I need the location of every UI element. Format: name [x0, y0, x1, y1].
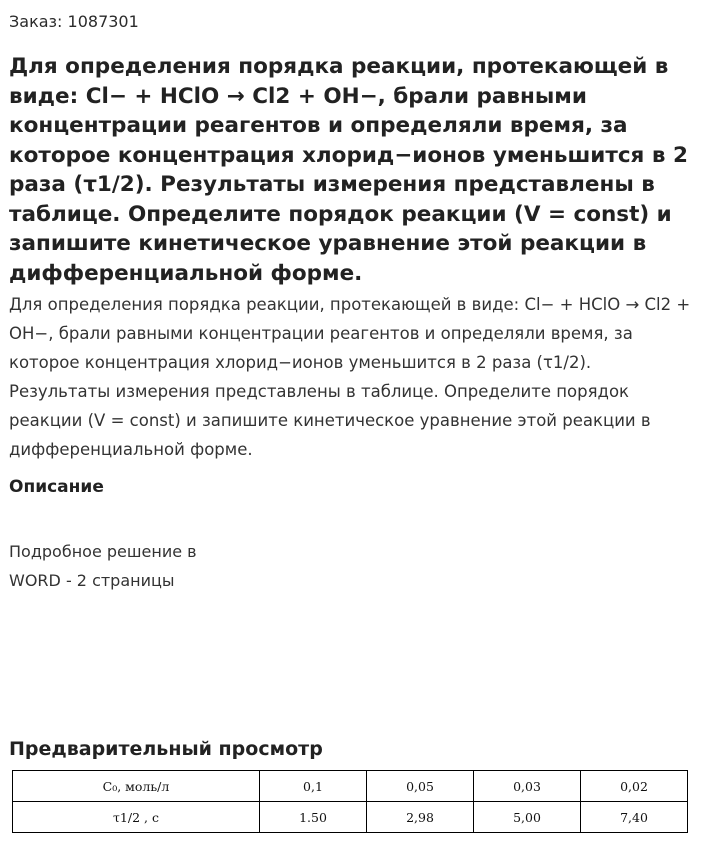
- table-cell: 1.50: [260, 802, 367, 833]
- order-value: 1087301: [67, 12, 139, 31]
- table-row: [13, 771, 688, 802]
- table-cell: 5,00: [474, 802, 581, 833]
- order-label: Заказ:: [9, 12, 63, 31]
- preview-table: [12, 770, 688, 833]
- table-cell: 0,05: [367, 771, 474, 802]
- table-cell: 7,40: [581, 802, 688, 833]
- table-cell: 0,02: [581, 771, 688, 802]
- task-title: Для определения порядка реакции, протекающей в виде: Cl− + HClO → Cl2 + OH−, брали равными концентрации реагентов и определяли время, за которое концентрация хлорид−ионов уменьшится в 2 раза (τ1/2). Результаты измерения представлены в таблице. Определите порядок реакции (V = const) и запишите кинетическое уравнение этой реакции в дифференциальной форме.: [9, 54, 688, 286]
- description-body: [9, 537, 269, 595]
- table-cell: 2,98: [367, 802, 474, 833]
- description-line-1: Подробное решение в: [9, 542, 197, 561]
- table-row: [13, 802, 688, 833]
- table-cell-label: C₀, моль/л: [13, 771, 260, 802]
- order-number: [9, 11, 139, 33]
- table-cell: 0,03: [474, 771, 581, 802]
- table-cell-label: τ1/2 , с: [13, 802, 260, 833]
- preview-heading: Предварительный просмотр: [9, 738, 323, 760]
- table-cell: 0,1: [260, 771, 367, 802]
- task-description: Для определения порядка реакции, протекающей в виде: Cl− + HClO → Cl2 + OH−, брали равными концентрации реагентов и определяли время, за которое концентрация хлорид−ионов уменьшится в 2 раза (τ1/2). Результаты измерения представлены в таблице. Определите порядок реакции (V = const) и запишите кинетическое уравнение этой реакции в дифференциальной форме.: [9, 295, 691, 459]
- description-heading: Описание: [9, 477, 104, 497]
- description-line-2: WORD - 2 страницы: [9, 571, 175, 590]
- preview-table-container: [12, 770, 688, 833]
